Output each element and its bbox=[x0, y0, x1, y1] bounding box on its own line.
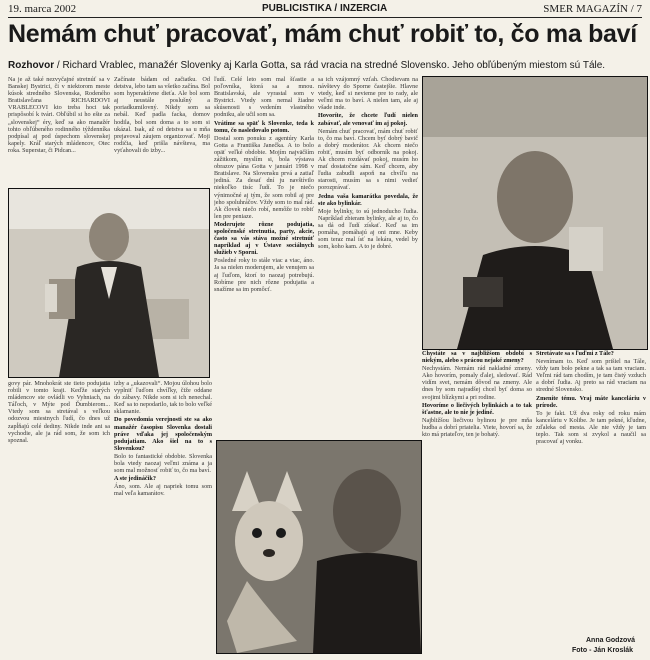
question: Chystáte sa v najbližšom období s niekým, alebo s prácou nejaké zmeny? bbox=[422, 350, 532, 365]
question: Moderujete rôzne podujatia, spoločenské stretnutia, party, akcie, často sa vás stáva možné stretnúť napríklad aj v Ústave sociálnych služieb v Sporni. bbox=[214, 220, 314, 257]
paragraph: Nemám chuť pracovať, mám chuť robiť to, čo ma baví. Chcem byť dobrý bavič a dobrý moderátor. Ak chcem niečo robiť, musím byť odborník na pokoj. Ak chcem rozdávať pokoj, musím ho mať dostatočne sám. Keď chcem, aby ľudia zabudli aspoň na chvíľu na starosti, musím sa s nimi vedieť porozprávať. bbox=[318, 127, 418, 192]
column-1-top bbox=[8, 76, 110, 186]
column-5 bbox=[422, 350, 532, 648]
question: Do povedomia verejnosti ste sa ako manažér časopisu Slovenka dostali práve vďaka jej spoločenským podujatiam. Ako šiel na to s Slovenkou? bbox=[114, 416, 212, 452]
column-bottom-2 bbox=[114, 380, 212, 650]
author-credit: Anna Godzová bbox=[586, 637, 636, 644]
headline: Nemám chuť pracovať, mám chuť robiť to, čo ma baví bbox=[8, 20, 637, 48]
issue-date: 19. marca 2002 bbox=[8, 3, 77, 15]
question: Zmeníte tému. Vraj máte kanceláriu v prírode. bbox=[536, 394, 646, 409]
photo-credit: Foto - Ján Kroslák bbox=[572, 647, 634, 654]
paragraph: Posledné roky to stále viac a viac, áno. Ja sa nielen moderujem, ale venujem sa aj ľuďom, ktorí to naozaj potrebujú. Robíme pre nich rôzne podujatia a snažíme sa im pomôcť. bbox=[214, 257, 314, 293]
paragraph: govy pár. Mnohokrát ste tieto podujatia robili v tomto kraji. Keďže starých mládencov ste ovládli vo Vyhniach, na Táľoch, v Mýte pod Ďumbierom... Vtedy som sa stretával s veľkou odozvou miestnych ľudí, čo dnes už zapĺňajú celé dediny. Nikde inde ani sa vychodie, ale ja rád som, že som ich spoznal. bbox=[8, 380, 110, 444]
paragraph: Moje bylinky, to sú jednoducho ľudia. Napríklad zbieram bylinky, ale aj to, čo sa dá od ľudí získať. Keď sa im pomáha, pomáhajú aj oni mne. Keby som teraz mal ísť na lekára, vedel by som, koho kam. A to je dobré. bbox=[318, 207, 418, 251]
paragraph: Začínate bádam od začiatku. Od detstva, lebo tam sa všetko začína. Bol som hyperaktívne dieťa. Ale bol som aj neustále poslušný a poriadkumilovný. Nikdy som sa nebál. Keď padla facka, domov hodila, bol som doma a to som si ukázal. Isak, až od detstva sa u mňa prejavoval záujem organizovať. Moji rodičia, keď prišla návšteva, ma vyťahovali do izby... bbox=[114, 76, 210, 154]
photo-man-with-dog bbox=[216, 440, 422, 654]
paragraph: Najbližšou liečivou bylinou je pre mňa hudba a dobrí priatelia. Viete, hovorí sa, že kto má priateľov, ten je bohatý. bbox=[422, 416, 532, 439]
photo-man-with-glass-image bbox=[9, 189, 209, 377]
column-6 bbox=[536, 350, 646, 635]
subheadline bbox=[8, 60, 605, 71]
column-3 bbox=[214, 76, 314, 464]
paragraph: To je fakt. Už dva roky od roku mám kanceláriu v Kolibe. Je tam pekné, kľudne, zďaleka od mesta. Ale nie vždy je tam teplo. Tak som si zvykol a naučil sa pracovať aj vonku. bbox=[536, 409, 646, 446]
publication-label: SMER MAGAZÍN / 7 bbox=[543, 3, 642, 15]
photo-man-portrait bbox=[422, 76, 648, 350]
paragraph: Áno, som. Ale aj napriek tomu som mal veľa kamarátov. bbox=[114, 483, 212, 498]
column-bottom-1 bbox=[8, 380, 110, 650]
paragraph: Nechystám. Nemám rád nakladné zmeny. Ako hovorím, pomaly ďalej, sledovať. Rád vidím svet, nemám dôvod na zmeny. Ale dnes by som najradšej chcel byť doma so svojimi blízkymi a pri rodine. bbox=[422, 365, 532, 401]
subheadline-text: / Richard Vrablec, manažér Slovenky aj Karla Gotta, sa rád vracia na stredné Slovensko. Jeho obľúbeným miestom sú Tále. bbox=[54, 60, 606, 71]
header-rule bbox=[8, 17, 642, 18]
paragraph: sa ich vzájomný vzťah. Chodievam na návštevy do Sporne častejšie. Hlavne vtedy, keď si nevieme pre to rady, ale veľmi ma to baví. A nielen tam, ale aj všade inde. bbox=[318, 76, 418, 112]
question: Jedna vaša kamarátka povedala, že ste ako bylinkár. bbox=[318, 192, 418, 207]
question: Stretávate sa s ľuďmi z Tále? bbox=[536, 350, 614, 357]
paragraph: Na je až také nezvyčajné stretnúť sa v Banskej Bystrici, či v niektorom meste kúsok stredného Slovenska, Rodeného Bratislavčana RICHARDOVI VRABLECOVI kto treba hoci tak prispôsobí k tvári. Obľúbil si ho ešte za „slovenskej“ éry, keď sa ako manažér tohto obľúbeného rodinného týždenníka podpísal aj pod úspechom slovenskej kapely. Kráľ starých mládencov, Otec roka. Superstar, či Pidcan... bbox=[8, 76, 110, 154]
question: Hovoríte, že chcete ľudí nielen zabávať, ale venovať im aj pokoj. bbox=[318, 112, 418, 127]
paragraph: Dostal som ponuku z agentúry Karla Gotta a Františka Janečka. A to bolo opäť veľké obdobie. Mojím najväčším zážitkom, myslím si, bola výstava obrazov pána Gotta v januári 1998 v Bratislave. Na Slovensku prvá a zatiaľ jediná. Za desať dní ju navštívilo niekoľko tisíc ľudí. To je niečo výnimočné aj tým, že som robil aj pre jeho spoluhráčov. Vždy som to mal rád. Ak človek niečo robí, nemôže to robiť len pre peniaze. bbox=[214, 134, 314, 220]
paragraph: ľudí. Celé leto som mal šťastie a poľovníka, ktorá sa a mnou. Bratislavská, ale vyrastal som v Bystrici. Vtedy som nemal žiadne skúsenosti s vedením vlastného podniku, ale učil som sa. bbox=[214, 76, 314, 119]
section-label: PUBLICISTIKA / INZERCIA bbox=[262, 3, 388, 14]
question: Vrátime sa späť k Slovenke, teda k tomu, čo nasledovalo potom. bbox=[214, 119, 314, 134]
paragraph: Nevnímam to. Keď som prišiel na Tále, vždy tam bolo pekne a tak sa tam vraciam. Veľmi rád tam chodím, je tam čistý vzduch a dobrí ľudia. Aj preto sa rád vraciam na stredné Slovensko. bbox=[536, 358, 646, 394]
question: Hovoríme o liečivých bylinkách a to tak šťastne, ale to nie je jediné. bbox=[422, 401, 532, 416]
paragraph: Bolo to fantastické obdobie. Slovenka bola vtedy naozaj veľmi známa a ja som mal možnosť robiť to, čo ma baví. bbox=[114, 452, 212, 475]
column-4 bbox=[318, 76, 418, 376]
photo-man-with-glass bbox=[8, 188, 210, 378]
photo-man-with-dog-image bbox=[217, 441, 421, 653]
column-2-top bbox=[114, 76, 210, 186]
paragraph: izby a „ukazovali“. Mojou úlohou bolo vyplniť ľuďom chvíľky, čiže oddane do zábavy. Nikde som si ich nenechal. Keď sa to nepodarilo, tak to bolo veľké sklamanie. bbox=[114, 380, 212, 416]
subheadline-kicker: Rozhovor bbox=[8, 60, 55, 71]
question: A ste jedináčik? bbox=[114, 475, 156, 483]
photo-man-portrait-image bbox=[423, 77, 647, 349]
